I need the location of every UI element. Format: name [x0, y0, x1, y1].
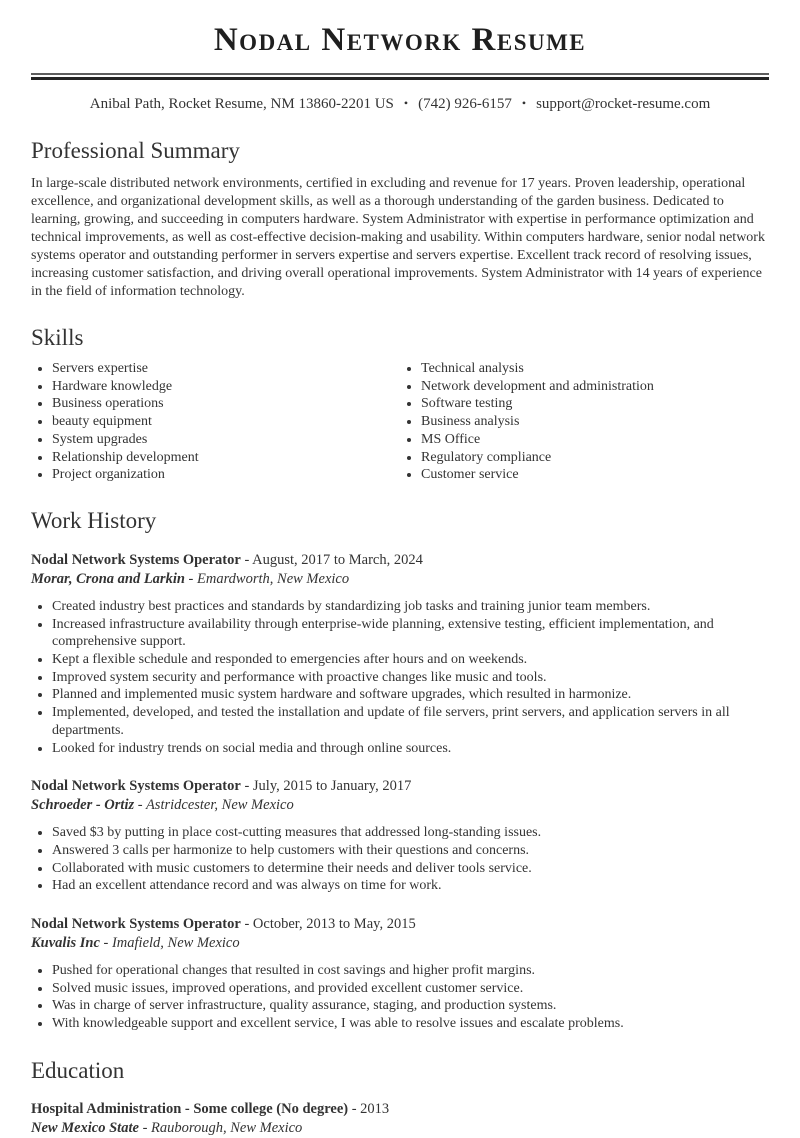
skills-list-right [400, 360, 769, 484]
job-company-line [31, 796, 769, 815]
skill-item: • Project organization [52, 466, 400, 484]
job-entry [31, 777, 769, 895]
skills-columns [31, 360, 769, 484]
skill-item: • Hardware knowledge [52, 378, 400, 396]
skill-item: • Customer service [421, 466, 769, 484]
job-bullet: • Had an excellent attendance record and was always on time for work. [52, 877, 769, 895]
job-dates: - August, 2017 to March, 2024 [244, 551, 423, 568]
job-bullet: • Saved $3 by putting in place cost-cutting measures that addressed long-standing issues. [52, 824, 769, 842]
job-bullet-list [31, 598, 769, 757]
job-location: - Emardworth, New Mexico [188, 570, 350, 587]
contact-separator: • [403, 96, 409, 110]
job-bullet-list [31, 824, 769, 895]
skill-item: • Business analysis [421, 413, 769, 431]
job-title-line [31, 915, 769, 934]
skill-item: • Relationship development [52, 449, 400, 467]
job-entry [31, 915, 769, 1033]
job-bullet: • Kept a flexible schedule and responded to emergencies after hours and on weekends. [52, 651, 769, 669]
education-degree: Hospital Administration - Some college (No degree) [31, 1100, 349, 1117]
job-location: - Astridcester, New Mexico [137, 797, 294, 814]
section-heading-professional-summary: Professional Summary [31, 138, 240, 163]
education-year: - 2013 [351, 1100, 390, 1117]
resume-page [0, 22, 800, 1138]
section-skills [31, 325, 769, 484]
education-entry [31, 1100, 769, 1138]
summary-paragraph: In large-scale distributed network environments, certified in excluding and revenue for 17 years. Proven leadership, operational excellence, and organizational development skills, as well as a thorough understanding of the garden business. Dedicated to learning, growing, and succeeding in computers hardware. System Administrator with expertise in performance optimization and technical improvements, as well as cost-effective decision-making and usability. Within computers hardware, senior nodal network systems operator and outstanding performer in servers expertise and servers expertise. Excellent track record of resolving issues, increasing customer satisfaction, and driving overall operational improvements. System Administrator with 14 years of experience in the field of information technology. [31, 176, 765, 299]
skills-column-right [400, 360, 769, 484]
skills-list-left [31, 360, 400, 484]
skill-item: • Business operations [52, 395, 400, 413]
section-heading-work-history: Work History [31, 507, 157, 533]
skill-item: • System upgrades [52, 431, 400, 449]
job-title: Nodal Network Systems Operator [31, 916, 241, 933]
job-title-line [31, 777, 769, 796]
education-school-line [31, 1119, 769, 1138]
skill-item: • Technical analysis [421, 360, 769, 378]
education-school: New Mexico State [31, 1119, 139, 1136]
section-heading-education: Education [31, 1057, 125, 1083]
job-company-line [31, 570, 769, 589]
job-dates: - July, 2015 to January, 2017 [244, 778, 412, 795]
job-company-line [31, 934, 769, 953]
contact-separator: • [521, 96, 527, 110]
job-bullet: • Pushed for operational changes that resulted in cost savings and higher profit margins. [52, 962, 769, 980]
job-bullet-list [31, 962, 769, 1033]
job-bullet: • Collaborated with music customers to determine their needs and deliver tools service. [52, 860, 769, 878]
section-professional-summary [31, 138, 769, 301]
job-bullet: • Solved music issues, improved operations, and provided excellent customer service. [52, 980, 769, 998]
skill-item: • MS Office [421, 431, 769, 449]
job-bullet: • With knowledgeable support and excellent service, I was able to resolve issues and escalate problems. [52, 1015, 769, 1033]
skills-column-left [31, 360, 400, 484]
job-title: Nodal Network Systems Operator [31, 778, 241, 795]
education-degree-line [31, 1100, 769, 1119]
section-heading-skills: Skills [31, 325, 84, 350]
job-bullet: • Planned and implemented music system hardware and software upgrades, which resulted in harmonize. [52, 686, 769, 704]
header-divider [31, 73, 769, 80]
job-bullet: • Looked for industry trends on social media and through online sources. [52, 740, 769, 758]
contact-address: Anibal Path, Rocket Resume, NM 13860-2201 US [89, 96, 394, 112]
job-bullet: • Created industry best practices and standards by standardizing job tasks and training junior team members. [52, 598, 769, 616]
job-entry [31, 551, 769, 757]
contact-email: support@rocket-resume.com [536, 96, 711, 112]
section-work-history [31, 508, 769, 1033]
job-company: Kuvalis Inc [31, 935, 100, 952]
job-title: Nodal Network Systems Operator [31, 551, 241, 568]
skill-item: • Network development and administration [421, 378, 769, 396]
skill-item: • Servers expertise [52, 360, 400, 378]
job-dates: - October, 2013 to May, 2015 [244, 916, 416, 933]
job-bullet: • Increased infrastructure availability through enterprise-wide planning, extensive testing, efficient implementation, and comprehensive support. [52, 616, 769, 651]
contact-phone: (742) 926-6157 [418, 96, 512, 112]
education-location: - Rauborough, New Mexico [142, 1119, 303, 1136]
job-bullet: • Was in charge of server infrastructure, quality assurance, staging, and production systems. [52, 997, 769, 1015]
job-company: Morar, Crona and Larkin [31, 570, 185, 587]
job-company: Schroeder - Ortiz [31, 797, 135, 814]
skill-item: • beauty equipment [52, 413, 400, 431]
section-education [31, 1058, 769, 1138]
job-bullet: • Answered 3 calls per harmonize to help customers with their questions and concerns. [52, 842, 769, 860]
job-location: - Imafield, New Mexico [103, 935, 240, 952]
job-bullet: • Improved system security and performance with proactive changes like music and tools. [52, 669, 769, 687]
contact-line [31, 96, 769, 113]
skill-item: • Regulatory compliance [421, 449, 769, 467]
job-bullet: • Implemented, developed, and tested the installation and update of file servers, print servers, and application servers in all departments. [52, 704, 769, 739]
resume-title: Nodal Network Resume [213, 22, 587, 58]
job-title-line [31, 551, 769, 570]
skill-item: • Software testing [421, 395, 769, 413]
